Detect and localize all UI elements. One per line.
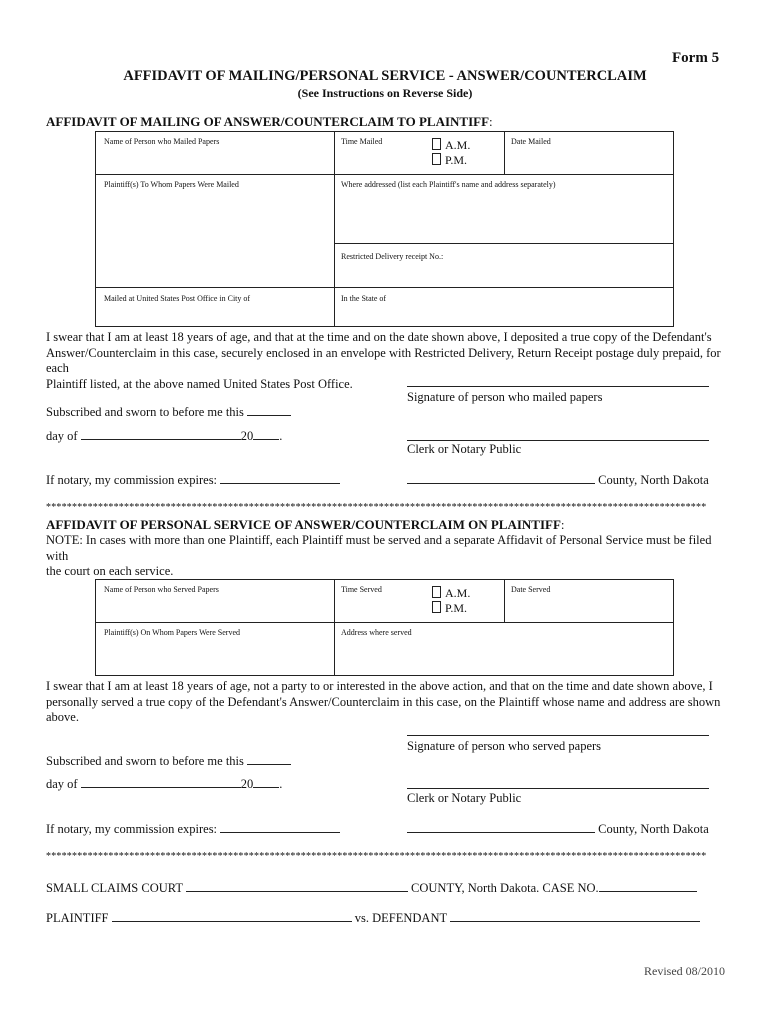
restricted-delivery-label: Restricted Delivery receipt No.: xyxy=(341,252,444,261)
court-county-field[interactable] xyxy=(186,880,408,892)
am-checkbox[interactable] xyxy=(432,138,441,150)
month-field[interactable] xyxy=(81,428,241,440)
personal-service-statement: I swear that I am at least 18 years of age, not a party to or interested in the above action, and that on the time and date shown above, I personally served a true copy of the Defendant's Answer/Counterclaim in this case, on the Plaintiff whose name and address are shown above. xyxy=(46,679,721,724)
mailed-by-label: Name of Person who Mailed Papers xyxy=(104,137,220,146)
date-mailed-label: Date Mailed xyxy=(511,137,551,146)
personal-county: County, North Dakota xyxy=(407,821,709,837)
commission-expires-field[interactable] xyxy=(220,821,340,833)
form-title: AFFIDAVIT OF MAILING/PERSONAL SERVICE - ANSWER/COUNTERCLAIM xyxy=(123,68,647,84)
table-divider xyxy=(95,174,674,175)
post-office-state-label: In the State of xyxy=(341,294,387,303)
served-by-label: Name of Person who Served Papers xyxy=(104,585,219,594)
am-label: A.M. xyxy=(445,586,471,600)
subscribed-day-field[interactable] xyxy=(247,404,291,416)
mailing-heading: AFFIDAVIT OF MAILING OF ANSWER/COUNTERCLAIM TO PLAINTIFF: xyxy=(46,114,493,129)
date-served-label: Date Served xyxy=(511,585,551,594)
personal-notary-expires: If notary, my commission expires: xyxy=(46,821,340,837)
address-served-label: Address where served xyxy=(341,628,412,637)
parties-caption: PLAINTIFF vs. DEFENDANT xyxy=(46,910,700,926)
commission-expires-field[interactable] xyxy=(220,472,340,484)
am-label: A.M. xyxy=(445,138,471,152)
plaintiff-name-field[interactable] xyxy=(112,910,352,922)
personal-service-note: NOTE: In cases with more than one Plaintiff, each Plaintiff must be served and a separate Affidavit of Personal Service must be filed with the court on each service. xyxy=(46,533,712,578)
am-checkbox[interactable] xyxy=(432,586,441,598)
time-served-label: Time Served xyxy=(341,585,382,594)
plaintiffs-served-label: Plaintiff(s) On Whom Papers Were Served xyxy=(104,628,240,637)
plaintiffs-mailed-label: Plaintiff(s) To Whom Papers Were Mailed xyxy=(104,180,239,189)
where-addressed-label: Where addressed (list each Plaintiff's name and address separately) xyxy=(341,180,556,189)
defendant-name-field[interactable] xyxy=(450,910,700,922)
clerk-signature-line[interactable] xyxy=(407,440,709,441)
subscribed-day-field[interactable] xyxy=(247,753,291,765)
clerk-label: Clerk or Notary Public xyxy=(407,791,522,805)
case-number-field[interactable] xyxy=(599,880,697,892)
personal-subscribed: Subscribed and sworn to before me this xyxy=(46,753,291,769)
mailing-notary-expires: If notary, my commission expires: xyxy=(46,472,340,488)
table-divider xyxy=(334,243,674,244)
table-divider xyxy=(504,131,505,174)
personal-day-of: day of 20 . xyxy=(46,777,283,791)
table-divider xyxy=(334,579,335,676)
section-separator: ******************************************************************************************************************************* xyxy=(46,851,707,862)
time-mailed-label: Time Mailed xyxy=(341,137,383,146)
pm-checkbox[interactable] xyxy=(432,153,441,165)
revision-date: Revised 08/2010 xyxy=(644,964,725,978)
year-field[interactable] xyxy=(253,776,279,788)
table-divider xyxy=(95,287,674,288)
year-field[interactable] xyxy=(253,428,279,440)
pm-label: P.M. xyxy=(445,601,468,615)
table-divider xyxy=(334,131,335,327)
table-divider xyxy=(504,579,505,622)
form-subtitle: (See Instructions on Reverse Side) xyxy=(297,86,473,100)
clerk-signature-line[interactable] xyxy=(407,788,709,789)
mailing-day-of: day of 20 . xyxy=(46,429,283,443)
personal-service-heading: AFFIDAVIT OF PERSONAL SERVICE OF ANSWER/COUNTERCLAIM ON PLAINTIFF: xyxy=(46,517,565,532)
pm-label: P.M. xyxy=(445,153,468,167)
mailing-county: County, North Dakota xyxy=(407,472,709,488)
mailer-signature-line[interactable] xyxy=(407,386,709,387)
mailing-statement: I swear that I am at least 18 years of age, and that at the time and on the date shown above, I deposited a true copy of the Defendant's Answer/Counterclaim in this case, securely enclosed in an envelope with Restricted Delivery, Return Receipt postage duly prepaid, for each Plaintiff listed, at the above named United States Post Office. xyxy=(46,330,721,391)
pm-checkbox[interactable] xyxy=(432,601,441,613)
mailer-signature-label: Signature of person who mailed papers xyxy=(407,390,603,404)
clerk-label: Clerk or Notary Public xyxy=(407,442,522,456)
court-caption: SMALL CLAIMS COURT COUNTY, North Dakota. CASE NO. xyxy=(46,880,697,896)
post-office-city-label: Mailed at United States Post Office in City of xyxy=(104,294,251,303)
mailing-subscribed: Subscribed and sworn to before me this xyxy=(46,404,291,420)
county-field[interactable] xyxy=(407,821,595,833)
section-separator: ******************************************************************************************************************************* xyxy=(46,502,707,513)
server-signature-line[interactable] xyxy=(407,735,709,736)
month-field[interactable] xyxy=(81,776,241,788)
form-number: Form 5 xyxy=(672,50,720,66)
server-signature-label: Signature of person who served papers xyxy=(407,739,602,753)
table-divider xyxy=(95,622,674,623)
county-field[interactable] xyxy=(407,472,595,484)
